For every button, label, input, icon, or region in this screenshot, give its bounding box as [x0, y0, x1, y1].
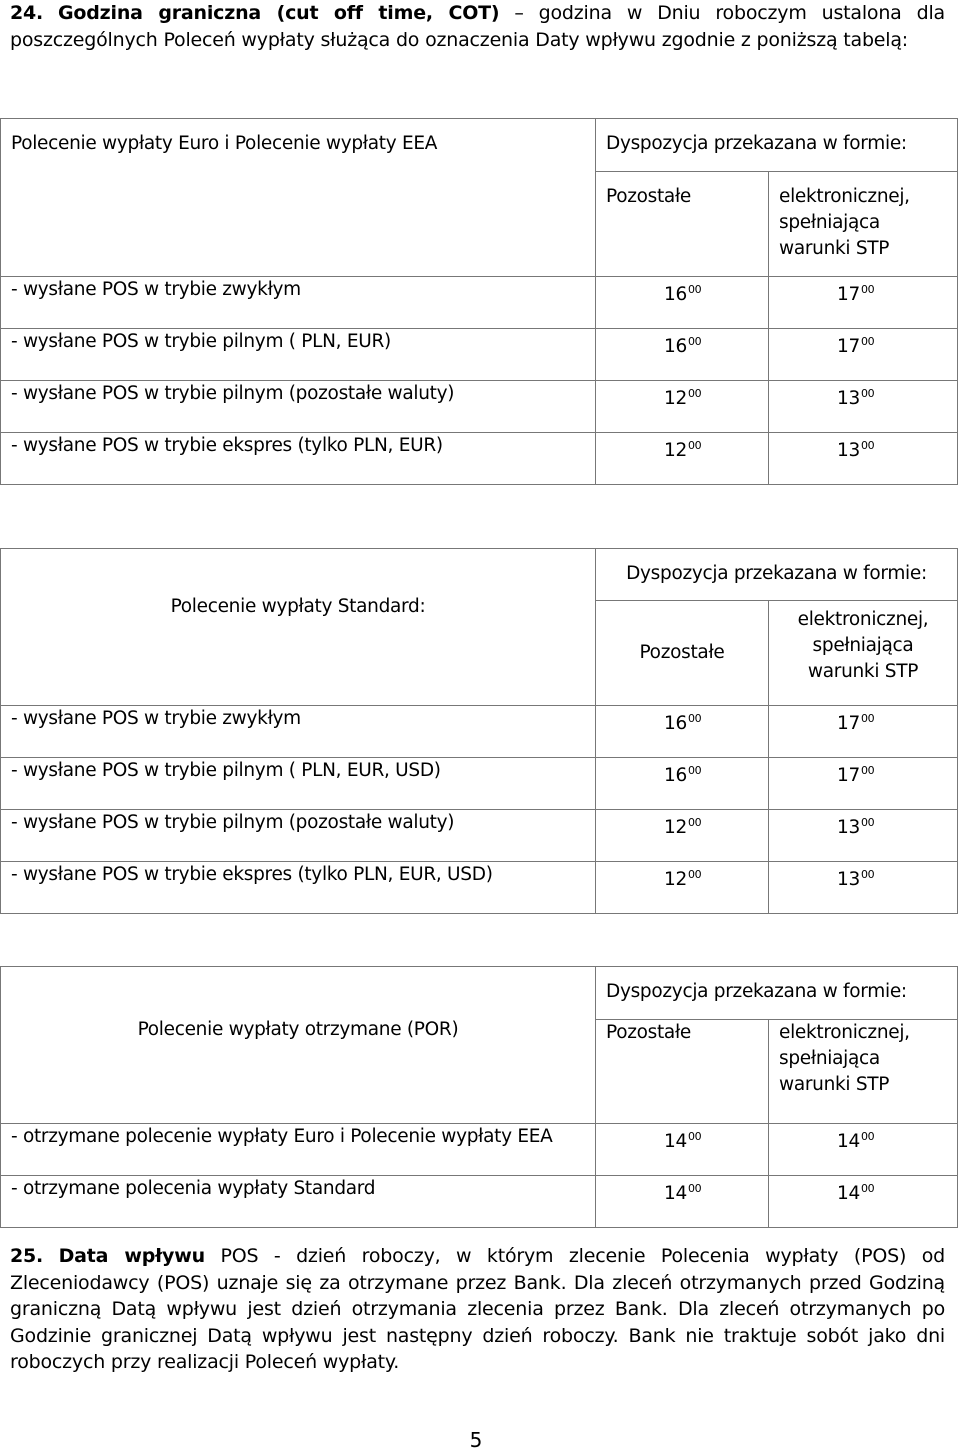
table1-col-electronic: elektronicznej, spełniająca warunki STP	[769, 172, 958, 277]
other-time-minute: 00	[687, 764, 702, 777]
electronic-time-minute: 00	[860, 283, 875, 296]
table2-col-electronic: elektronicznej, spełniająca warunki STP	[769, 601, 958, 706]
other-time-hour: 12	[664, 388, 687, 409]
electronic-time	[769, 1176, 958, 1228]
table-row	[1, 1176, 958, 1228]
row-label: - otrzymane polecenie wypłaty Euro i Polecenie wypłaty EEA	[1, 1124, 596, 1176]
section-24-number: 24.	[10, 2, 44, 24]
page-number: 5	[469, 1428, 483, 1452]
electronic-time-minute: 00	[860, 439, 875, 452]
electronic-time	[769, 433, 958, 485]
electronic-time	[769, 381, 958, 433]
table1-title: Polecenie wypłaty Euro i Polecenie wypłaty EEA	[1, 119, 596, 277]
electronic-time	[769, 862, 958, 914]
section-24	[10, 0, 945, 53]
other-time-minute: 00	[687, 868, 702, 881]
table-row	[1, 758, 958, 810]
electronic-time	[769, 329, 958, 381]
electronic-time-hour: 17	[837, 284, 860, 305]
electronic-time-hour: 14	[837, 1131, 860, 1152]
electronic-time-minute: 00	[860, 335, 875, 348]
row-label: - wysłane POS w trybie pilnym (pozostałe waluty)	[1, 381, 596, 433]
electronic-time-minute: 00	[860, 1182, 875, 1195]
table-row	[1, 706, 958, 758]
other-time-hour: 12	[664, 817, 687, 838]
row-label: - wysłane POS w trybie ekspres (tylko PLN, EUR)	[1, 433, 596, 485]
electronic-time-hour: 13	[837, 440, 860, 461]
other-time	[596, 810, 769, 862]
table-row	[1, 862, 958, 914]
other-time-minute: 00	[687, 283, 702, 296]
table-row	[1, 433, 958, 485]
other-time	[596, 862, 769, 914]
row-label: - wysłane POS w trybie zwykłym	[1, 277, 596, 329]
row-label: - wysłane POS w trybie pilnym ( PLN, EUR)	[1, 329, 596, 381]
electronic-time-minute: 00	[860, 816, 875, 829]
table-por	[0, 966, 958, 1228]
section-24-term: Godzina graniczna (cut off time, COT)	[58, 2, 500, 24]
other-time-hour: 16	[664, 284, 687, 305]
electronic-time-minute: 00	[860, 387, 875, 400]
electronic-time-hour: 13	[837, 388, 860, 409]
table2-title: Polecenie wypłaty Standard:	[1, 549, 596, 706]
electronic-time-minute: 00	[860, 712, 875, 725]
other-time	[596, 277, 769, 329]
table1-col-other: Pozostałe	[596, 172, 769, 277]
section-25-text: POS - dzień roboczy, w którym zlecenie Polecenia wypłaty (POS) od Zleceniodawcy (POS) uznaje się za otrzymane przez Bank. Dla zleceń otrzymanych przed Godziną graniczną Datą wpływu jest dzień otrzymania zlecenia przez Bank. Dla zleceń otrzymanych po Godzinie granicznej Datą wpływu jest następny dzień roboczy. Bank nie traktuje sobót jako dni roboczych przy realizacji Poleceń wypłaty.	[10, 1245, 945, 1373]
row-label: - wysłane POS w trybie pilnym ( PLN, EUR, USD)	[1, 758, 596, 810]
electronic-time	[769, 758, 958, 810]
row-label: - otrzymane polecenia wypłaty Standard	[1, 1176, 596, 1228]
electronic-time	[769, 277, 958, 329]
table3-disposition-header: Dyspozycja przekazana w formie:	[596, 967, 958, 1020]
table2-col-other: Pozostałe	[596, 601, 769, 706]
electronic-time-hour: 17	[837, 713, 860, 734]
other-time-hour: 16	[664, 765, 687, 786]
table-row	[1, 329, 958, 381]
table3-title: Polecenie wypłaty otrzymane (POR)	[1, 967, 596, 1124]
other-time-minute: 00	[687, 335, 702, 348]
electronic-time-minute: 00	[860, 1130, 875, 1143]
section-25-term: Data wpływu	[58, 1245, 205, 1267]
electronic-time-hour: 17	[837, 336, 860, 357]
other-time-hour: 16	[664, 713, 687, 734]
table-row	[1, 277, 958, 329]
other-time	[596, 706, 769, 758]
table-standard	[0, 548, 958, 914]
electronic-time-hour: 13	[837, 869, 860, 890]
section-25-number: 25.	[10, 1245, 44, 1267]
table-row	[1, 810, 958, 862]
electronic-time-hour: 13	[837, 817, 860, 838]
other-time-minute: 00	[687, 439, 702, 452]
other-time	[596, 1176, 769, 1228]
row-label: - wysłane POS w trybie ekspres (tylko PLN, EUR, USD)	[1, 862, 596, 914]
section-24-text: – godzina w Dniu roboczym ustalona dla poszczególnych Poleceń wypłaty służąca do oznaczenia Daty wpływu zgodnie z poniższą tabelą:	[10, 2, 945, 51]
other-time-hour: 14	[664, 1131, 687, 1152]
electronic-time-hour: 14	[837, 1183, 860, 1204]
table2-disposition-header: Dyspozycja przekazana w formie:	[596, 549, 958, 601]
other-time-minute: 00	[687, 387, 702, 400]
table3-col-electronic: elektronicznej, spełniająca warunki STP	[769, 1020, 958, 1124]
table-row	[1, 1124, 958, 1176]
other-time-hour: 14	[664, 1183, 687, 1204]
table1-disposition-header: Dyspozycja przekazana w formie:	[596, 119, 958, 172]
other-time-minute: 00	[687, 1130, 702, 1143]
table3-col-other: Pozostałe	[596, 1020, 769, 1124]
other-time	[596, 758, 769, 810]
other-time-minute: 00	[687, 1182, 702, 1195]
section-25	[10, 1243, 945, 1376]
other-time	[596, 433, 769, 485]
other-time-minute: 00	[687, 712, 702, 725]
electronic-time-minute: 00	[860, 868, 875, 881]
electronic-time	[769, 1124, 958, 1176]
other-time-minute: 00	[687, 816, 702, 829]
table-row	[1, 381, 958, 433]
other-time	[596, 381, 769, 433]
electronic-time	[769, 810, 958, 862]
other-time-hour: 16	[664, 336, 687, 357]
other-time-hour: 12	[664, 869, 687, 890]
electronic-time-hour: 17	[837, 765, 860, 786]
electronic-time-minute: 00	[860, 764, 875, 777]
electronic-time	[769, 706, 958, 758]
other-time-hour: 12	[664, 440, 687, 461]
table-euro-eea	[0, 118, 958, 485]
row-label: - wysłane POS w trybie zwykłym	[1, 706, 596, 758]
row-label: - wysłane POS w trybie pilnym (pozostałe waluty)	[1, 810, 596, 862]
other-time	[596, 329, 769, 381]
other-time	[596, 1124, 769, 1176]
